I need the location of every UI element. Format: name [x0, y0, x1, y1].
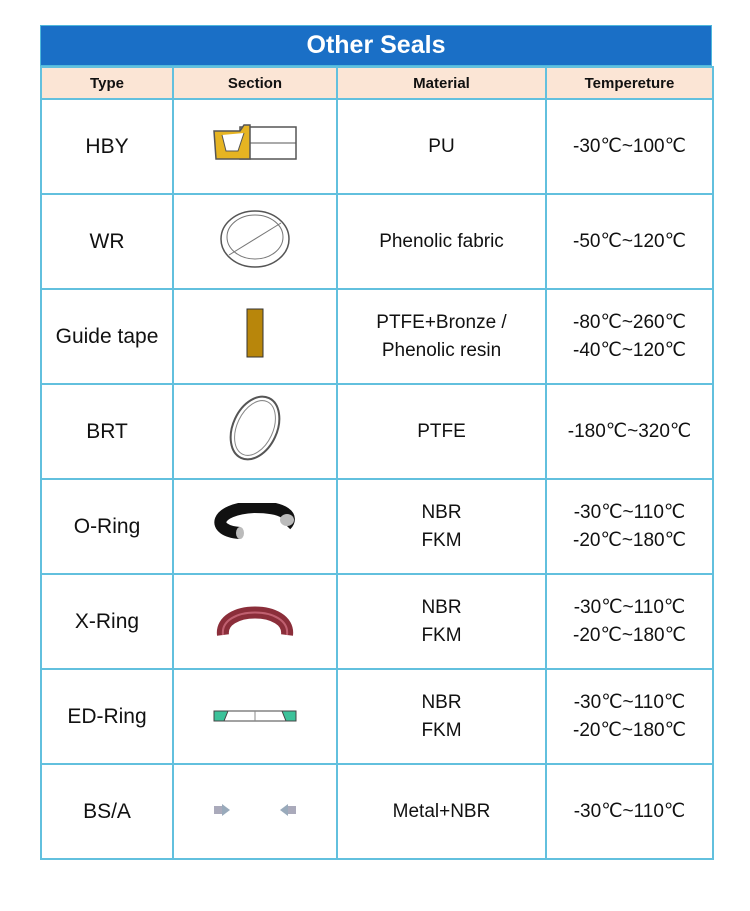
section-cell [173, 479, 337, 574]
material-cell [337, 574, 546, 669]
o-ring-icon [210, 526, 300, 548]
section-cell [173, 289, 337, 384]
temperature-cell [546, 669, 713, 764]
material-cell [337, 479, 546, 574]
type-cell: Guide tape [41, 289, 173, 384]
seals-table-sheet [40, 25, 712, 860]
temperature-line: -30℃~110℃ [573, 596, 686, 618]
temperature-cell [546, 764, 713, 859]
material-line: FKM [421, 719, 462, 741]
table-row [41, 574, 713, 669]
table-row [41, 289, 713, 384]
material-line: FKM [421, 529, 462, 551]
type-cell: ED-Ring [41, 669, 173, 764]
ed-ring-icon [212, 706, 298, 728]
table-row [41, 384, 713, 479]
temperature-line: -30℃~110℃ [573, 800, 686, 822]
section-cell [173, 384, 337, 479]
temperature-cell [546, 194, 713, 289]
temperature-line: -50℃~120℃ [573, 230, 686, 252]
temperature-line: -20℃~180℃ [573, 529, 686, 551]
type-cell: HBY [41, 99, 173, 194]
material-line: PTFE+Bronze / [376, 311, 507, 333]
wear-ring-icon [215, 256, 295, 278]
temperature-line: -40℃~120℃ [573, 339, 686, 361]
type-cell: WR [41, 194, 173, 289]
material-cell [337, 289, 546, 384]
x-ring-icon [213, 624, 297, 646]
table-title: Other Seals [40, 25, 712, 66]
table-row [41, 194, 713, 289]
type-cell: BS/A [41, 764, 173, 859]
material-line: PU [428, 135, 455, 157]
material-line: NBR [421, 596, 462, 618]
type-cell: O-Ring [41, 479, 173, 574]
temperature-line: -180℃~320℃ [567, 420, 692, 442]
table-row [41, 99, 713, 194]
material-line: Phenolic resin [381, 339, 502, 361]
backup-ring-icon [220, 449, 290, 471]
section-cell [173, 669, 337, 764]
section-cell [173, 574, 337, 669]
table-row [41, 669, 713, 764]
material-line: NBR [421, 501, 462, 523]
hby-seal-section-icon [210, 148, 300, 170]
material-cell [337, 194, 546, 289]
material-cell [337, 384, 546, 479]
material-line: PTFE [417, 420, 466, 442]
header-type: Type [41, 67, 173, 99]
temperature-line: -20℃~180℃ [573, 624, 686, 646]
material-line: NBR [421, 691, 462, 713]
table-row [41, 479, 713, 574]
temperature-line: -30℃~110℃ [573, 691, 686, 713]
bonded-seal-icon [212, 801, 298, 823]
section-cell [173, 99, 337, 194]
header-temperature: Tempereture [546, 67, 713, 99]
temperature-line: -30℃~100℃ [573, 135, 686, 157]
type-cell: BRT [41, 384, 173, 479]
temperature-cell [546, 479, 713, 574]
temperature-cell [546, 384, 713, 479]
header-row [41, 67, 713, 99]
type-cell: X-Ring [41, 574, 173, 669]
section-cell [173, 764, 337, 859]
header-section: Section [173, 67, 337, 99]
table-row [41, 764, 713, 859]
material-line: FKM [421, 624, 462, 646]
temperature-line: -20℃~180℃ [573, 719, 686, 741]
temperature-cell [546, 574, 713, 669]
temperature-cell [546, 99, 713, 194]
material-cell [337, 764, 546, 859]
material-line: Phenolic fabric [379, 230, 504, 252]
material-cell [337, 669, 546, 764]
guide-tape-icon [245, 342, 265, 364]
header-material: Material [337, 67, 546, 99]
material-line: Metal+NBR [392, 800, 491, 822]
temperature-cell [546, 289, 713, 384]
seals-table [40, 66, 714, 860]
temperature-line: -80℃~260℃ [573, 311, 686, 333]
material-cell [337, 99, 546, 194]
temperature-line: -30℃~110℃ [573, 501, 686, 523]
section-cell [173, 194, 337, 289]
